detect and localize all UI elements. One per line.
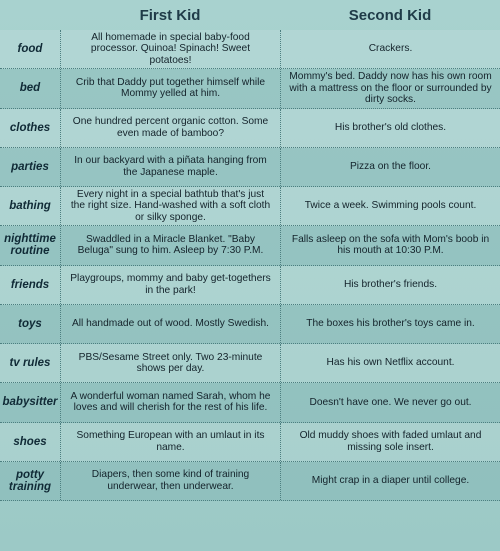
table-row	[0, 305, 500, 344]
row-category: food	[17, 43, 43, 56]
header-first-kid: First Kid	[139, 6, 201, 24]
second-kid-cell: Pizza on the floor.	[280, 148, 500, 186]
table-row	[0, 109, 500, 148]
second-kid-cell: Twice a week. Swimming pools count.	[280, 187, 500, 225]
second-kid-cell: Mommy's bed. Daddy now has his own room with a mattress on the floor or surrounded by dirty socks.	[280, 69, 500, 107]
first-kid-cell: Every night in a special bathtub that's just the right size. Hand-washed with a soft cloth or silky sponge.	[60, 187, 280, 225]
header-second-kid: Second Kid	[348, 6, 432, 24]
first-kid-cell: One hundred percent organic cotton. Some even made of bamboo?	[60, 109, 280, 147]
table-row	[0, 344, 500, 383]
table-row	[0, 148, 500, 187]
table-row	[0, 187, 500, 226]
row-category: potty training	[8, 468, 52, 493]
second-kid-cell: Doesn't have one. We never go out.	[280, 383, 500, 421]
table-row	[0, 423, 500, 462]
row-category: bed	[19, 82, 41, 95]
row-category: toys	[18, 317, 42, 330]
first-kid-cell: All handmade out of wood. Mostly Swedish.	[60, 305, 280, 343]
first-kid-cell: Crib that Daddy put together himself while Mommy yelled at him.	[60, 69, 280, 107]
row-category: tv rules	[9, 357, 51, 370]
table-row	[0, 226, 500, 265]
first-kid-cell: PBS/Sesame Street only. Two 23-minute shows per day.	[60, 344, 280, 382]
row-category: nighttime routine	[4, 233, 56, 258]
second-kid-cell: Old muddy shoes with faded umlaut and missing sole insert.	[280, 423, 500, 461]
row-category: bathing	[9, 200, 51, 213]
row-category: clothes	[9, 121, 51, 134]
first-kid-cell: Diapers, then some kind of training underwear, then underwear.	[60, 462, 280, 500]
second-kid-cell: Might crap in a diaper until college.	[280, 462, 500, 500]
second-kid-cell: Falls asleep on the sofa with Mom's boob in his mouth at 10:30 P.M.	[280, 226, 500, 264]
table-row	[0, 266, 500, 305]
row-category: friends	[10, 278, 50, 291]
table-row	[0, 383, 500, 422]
row-category: babysitter	[2, 396, 58, 409]
first-kid-cell: Playgroups, mommy and baby get-togethers in the park!	[60, 266, 280, 304]
table-row	[0, 30, 500, 69]
first-kid-cell: In our backyard with a piñata hanging from the Japanese maple.	[60, 148, 280, 186]
table-row	[0, 462, 500, 501]
table-body	[0, 30, 500, 501]
second-kid-cell: Crackers.	[280, 30, 500, 68]
first-kid-cell: Swaddled in a Miracle Blanket. "Baby Beluga" sung to him. Asleep by 7:30 P.M.	[60, 226, 280, 264]
table-row	[0, 69, 500, 108]
second-kid-cell: The boxes his brother's toys came in.	[280, 305, 500, 343]
row-category: parties	[11, 160, 49, 173]
first-kid-cell: All homemade in special baby-food processor. Quinoa! Spinach! Sweet potatoes!	[60, 30, 280, 68]
second-kid-cell: His brother's friends.	[280, 266, 500, 304]
table-header	[0, 0, 500, 30]
second-kid-cell: His brother's old clothes.	[280, 109, 500, 147]
second-kid-cell: Has his own Netflix account.	[280, 344, 500, 382]
first-kid-cell: A wonderful woman named Sarah, whom he loves and will cherish for the rest of his life.	[60, 383, 280, 421]
row-category: shoes	[13, 435, 47, 448]
first-kid-cell: Something European with an umlaut in its name.	[60, 423, 280, 461]
